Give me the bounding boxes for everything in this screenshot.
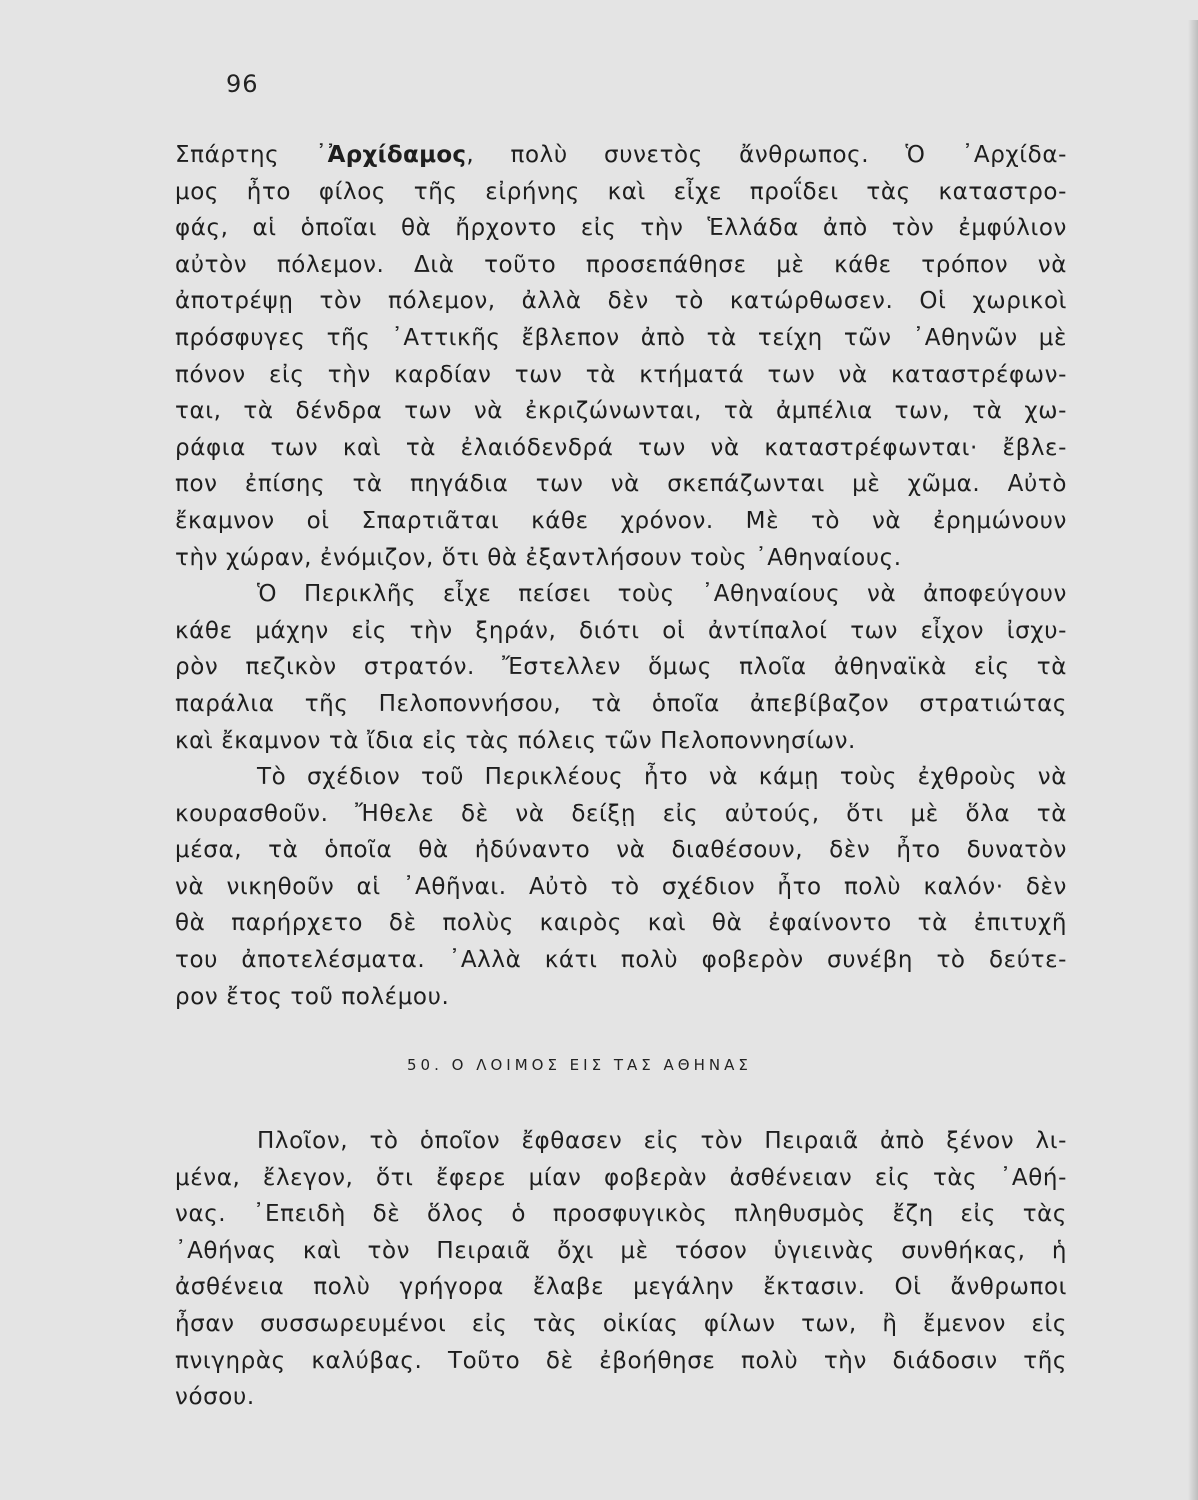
text-line: ἔκαμνον οἱ Σπαρτιᾶται κάθε χρόνον. Μὲ τὸ νὰ ἐρημώνουν (175, 507, 1067, 534)
text-line: μος ἦτο φίλος τῆς εἰρήνης καὶ εἶχε προΐδει τὰς καταστρο- (175, 178, 1067, 205)
text-line: πον ἐπίσης τὰ πηγάδια των νὰ σκεπάζωνται μὲ χῶμα. Αὐτὸ (175, 471, 1067, 498)
text-line: Πλοῖον, τὸ ὁποῖον ἔφθασεν εἰς τὸν Πειραιᾶ ἀπὸ ξένον λι- (257, 1128, 1067, 1154)
text-line: ἀποτρέψῃ τὸν πόλεμον, ἀλλὰ δὲν τὸ κατώρθωσεν. Οἱ χωρικοὶ (175, 288, 1067, 315)
text-line: πόνον εἰς τὴν καρδίαν των τὰ κτήματά των νὰ καταστρέφων- (175, 361, 1067, 388)
text-line: μένα, ἔλεγον, ὅτι ἔφερε μίαν φοβερὰν ἀσθένειαν εἰς τὰς ᾿Αθή- (175, 1164, 1067, 1191)
section-50-body (175, 1123, 1067, 1416)
text-line: τὴν χώραν, ἐνόμιζον, ὅτι θὰ ἐξαντλήσουν τοὺς ᾿Αθηναίους. (175, 544, 902, 571)
text-line: θὰ παρήρχετο δὲ πολὺς καιρὸς καὶ θὰ ἐφαίνοντο τὰ ἐπιτυχῆ (175, 910, 1067, 937)
text-line: ράφια των καὶ τὰ ἐλαιόδενδρά των νὰ καταστρέφωνται· ἔβλε- (175, 434, 1067, 461)
text-line: κάθε μάχην εἰς τὴν ξηράν, διότι οἱ ἀντίπαλοί των εἶχον ἰσχυ- (175, 617, 1067, 644)
text-line: ἦσαν συσσωρευμένοι εἰς τὰς οἰκίας φίλων των, ἢ ἔμενον εἰς (175, 1310, 1067, 1337)
text-line: μέσα, τὰ ὁποῖα θὰ ἠδύναντο νὰ διαθέσουν, δὲν ἦτο δυνατὸν (175, 837, 1067, 864)
text-line: ρον ἔτος τοῦ πολέμου. (175, 983, 450, 1010)
text-line: καὶ ἔκαμνον τὰ ἴδια εἰς τὰς πόλεις τῶν Πελοποννησίων. (175, 727, 856, 754)
text-line: αὐτὸν πόλεμον. Διὰ τοῦτο προσεπάθησε μὲ κάθε τρόπον νὰ (175, 251, 1067, 278)
text-line: Τὸ σχέδιον τοῦ Περικλέους ἦτο νὰ κάμῃ τοὺς ἐχθροὺς νὰ (257, 764, 1067, 791)
text-line (175, 137, 1067, 174)
section-49-body (175, 137, 1067, 1015)
text-line: πνιγηρὰς καλύβας. Τοῦτο δὲ ἐβοήθησε πολὺ τὴν διάδοσιν τῆς (175, 1347, 1067, 1374)
text-line: πρόσφυγες τῆς ᾿Αττικῆς ἔβλεπον ἀπὸ τὰ τείχη τῶν ᾿Αθηνῶν μὲ (175, 324, 1067, 351)
text-line: νὰ νικηθοῦν αἱ ᾿Αθῆναι. Αὐτὸ τὸ σχέδιον ἦτο πολὺ καλόν· δὲν (175, 873, 1067, 900)
text-line: ται, τὰ δένδρα των νὰ ἐκριζώνωνται, τὰ ἀμπέλια των, τὰ χω- (175, 398, 1067, 425)
text-line: φάς, αἱ ὁποῖαι θὰ ἤρχοντο εἰς τὴν Ἑλλάδα ἀπὸ τὸν ἐμφύλιον (175, 215, 1067, 242)
text-span: , πολὺ συνετὸς ἄνθρωπος. Ὁ ᾿Αρχίδα- (466, 142, 1067, 168)
text-line: ἀσθένεια πολὺ γρήγορα ἔλαβε μεγάλην ἔκτασιν. Οἱ ἄνθρωποι (175, 1274, 1067, 1301)
text-line: ρὸν πεζικὸν στρατόν. Ἔστελλεν ὅμως πλοῖα ἀθηναϊκὰ εἰς τὰ (175, 654, 1067, 681)
text-line: παράλια τῆς Πελοποννήσου, τὰ ὁποῖα ἀπεβίβαζον στρατιώτας (175, 690, 1067, 717)
bold-name-archidamos: Ἀρχίδαμος (327, 142, 467, 168)
page-edge-shadow (1188, 20, 1198, 1500)
text-line: Ὁ Περικλῆς εἶχε πείσει τοὺς ᾿Αθηναίους νὰ ἀποφεύγουν (257, 581, 1067, 608)
section-heading: 50. Ο ΛΟΙΜΟΣ ΕΙΣ ΤΑΣ ΑΘΗΝΑΣ (407, 1056, 752, 1074)
text-line: νας. ᾿Επειδὴ δὲ ὅλος ὁ προσφυγικὸς πληθυσμὸς ἔζη εἰς τὰς (175, 1201, 1067, 1228)
text-line: νόσου. (175, 1384, 255, 1411)
page-number: 96 (226, 70, 259, 98)
text-line: ᾿Αθήνας καὶ τὸν Πειραιᾶ ὄχι μὲ τόσον ὑγιεινὰς συνθήκας, ἡ (175, 1237, 1067, 1264)
text-line: του ἀποτελέσματα. ᾿Αλλὰ κάτι πολὺ φοβερὸν συνέβη τὸ δεύτε- (175, 947, 1067, 974)
text-line: κουρασθοῦν. Ἤθελε δὲ νὰ δείξῃ εἰς αὐτούς, ὅτι μὲ ὅλα τὰ (175, 800, 1067, 827)
text-span: Σπάρτης ᾿ (175, 142, 328, 168)
